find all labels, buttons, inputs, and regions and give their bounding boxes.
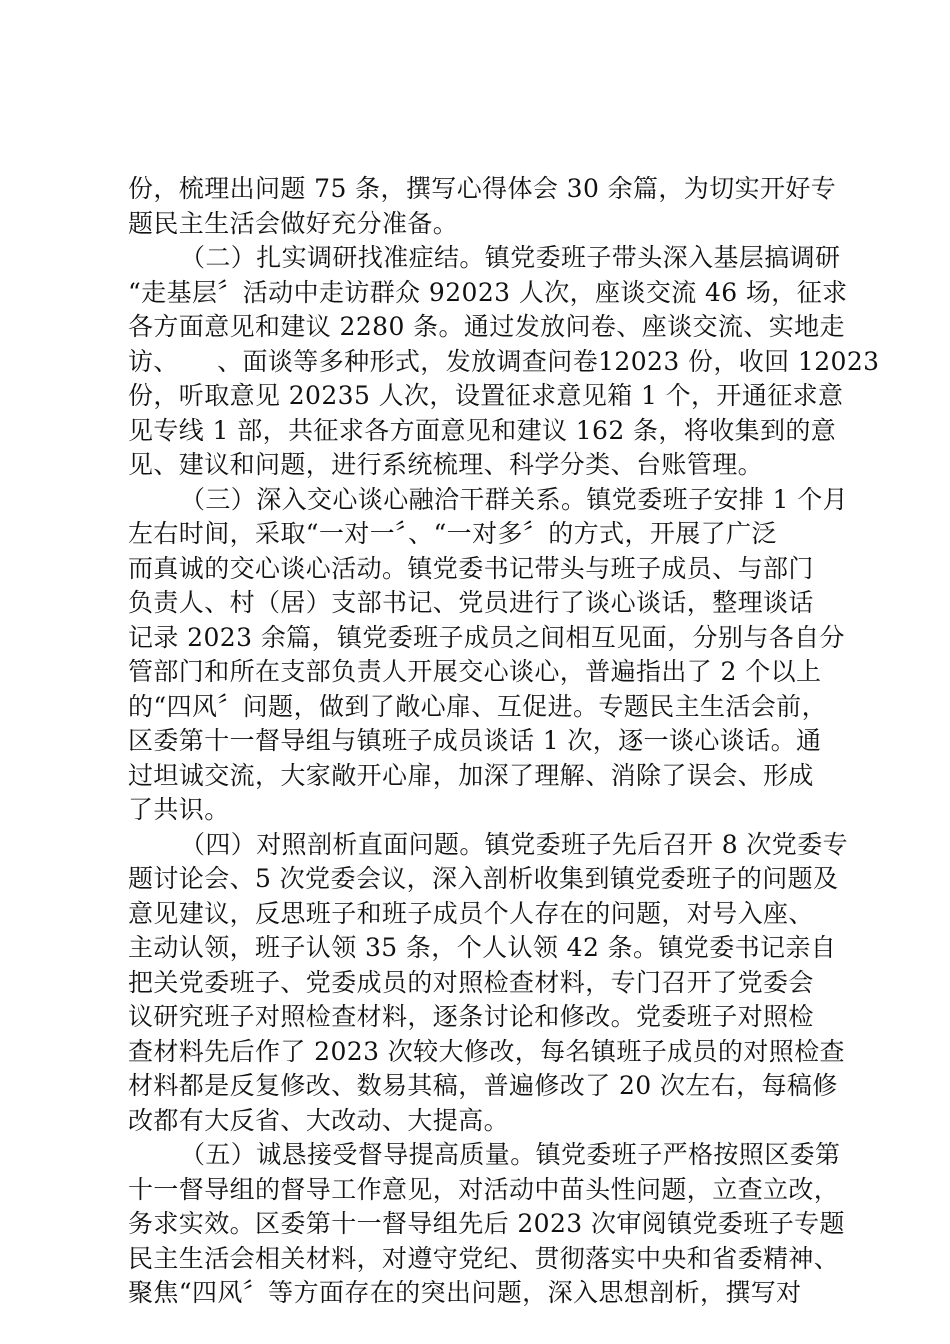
text-line: 聚焦“四风〞等方面存在的突出问题，深入思想剖析，撰写对 [128,1278,802,1307]
text-line: 见、建议和问题，进行系统梳理、科学分类、台账管理。 [128,450,764,479]
text-line: 题讨论会、5 次党委会议，深入剖析收集到镇党委班子的问题及 [128,864,839,893]
text-line: 把关党委班子、党委成员的对照检查材料，专门召开了党委会 [128,967,814,997]
text-line: 见专线 1 部，共征求各方面意见和建议 162 条，将收集到的意 [128,415,837,445]
text-line: 改都有大反省、大改动、大提高。 [128,1105,510,1135]
text-line: 份，梳理出问题 75 条，撰写心得体会 30 余篇，为切实开好专 [128,174,837,203]
paragraph-first-line: （四）对照剖析直面问题。镇党委班子先后召开 8 次党委专 [180,829,849,859]
text-line: 负责人、村（居）支部书记、党员进行了谈心谈话，整理谈话 [128,588,814,617]
text-line: 十一督导组的督导工作意见，对活动中苗头性问题，立查立改， [128,1174,840,1204]
text-line: 了共识。 [128,795,230,824]
paragraph-first-line: （三）深入交心谈心融洽干群关系。镇党委班子安排 1 个月 [180,484,849,514]
text-line: 左右时间，采取“一对一〞、“一对多〞的方式，开展了广泛 [128,519,777,548]
text-line: 而真诚的交心谈心活动。镇党委书记带头与班子成员、与部门 [128,553,814,583]
text-line: 各方面意见和建议 2280 条。通过发放问卷、座谈交流、实地走 [128,312,845,341]
text-line: 查材料先后作了 2023 次较大修改，每名镇班子成员的对照检查 [128,1036,845,1066]
text-line: 管部门和所在支部负责人开展交心谈心，普遍指出了 2 个以上 [128,657,822,686]
body-text [128,172,880,1311]
text-line: “走基层〞活动中走访群众 92023 人次，座谈交流 46 场，征求 [128,277,848,307]
text-line: 主动认领，班子认领 35 条，个人认领 42 条。镇党委书记亲自 [128,933,837,962]
text-line: 份，听取意见 20235 人次，设置征求意见箱 1 个，开通征求意 [128,381,844,410]
paragraph-first-line: （五）诚恳接受督导提高质量。镇党委班子严格按照区委第 [180,1140,841,1169]
text-line: 访、 、面谈等多种形式，发放调查问卷12023 份，收回 12023 [128,346,880,376]
text-line: 题民主生活会做好充分准备。 [128,208,459,238]
text-line: 的“四风〞问题，做到了敞心扉、互促进。专题民主生活会前， [128,691,827,721]
text-line: 材料都是反复修改、数易其稿，普遍修改了 20 次左右，每稿修 [128,1071,838,1100]
text-line: 过坦诚交流，大家敞开心扉，加深了理解、消除了误会、形成 [128,760,814,790]
text-line: 意见建议，反思班子和班子成员个人存在的问题，对号入座、 [128,898,814,928]
text-line: 务求实效。区委第十一督导组先后 2023 次审阅镇党委班子专题 [128,1209,845,1238]
paragraph-first-line: （二）扎实调研找准症结。镇党委班子带头深入基层搞调研 [180,243,841,272]
text-line: 议研究班子对照检查材料，逐条讨论和修改。党委班子对照检 [128,1002,814,1031]
text-line: 记录 2023 余篇，镇党委班子成员之间相互见面，分别与各自分 [128,622,845,652]
text-line: 区委第十一督导组与镇班子成员谈话 1 次，逐一谈心谈话。通 [128,726,822,755]
text-line: 民主生活会相关材料，对遵守党纪、贯彻落实中央和省委精神、 [128,1243,840,1273]
